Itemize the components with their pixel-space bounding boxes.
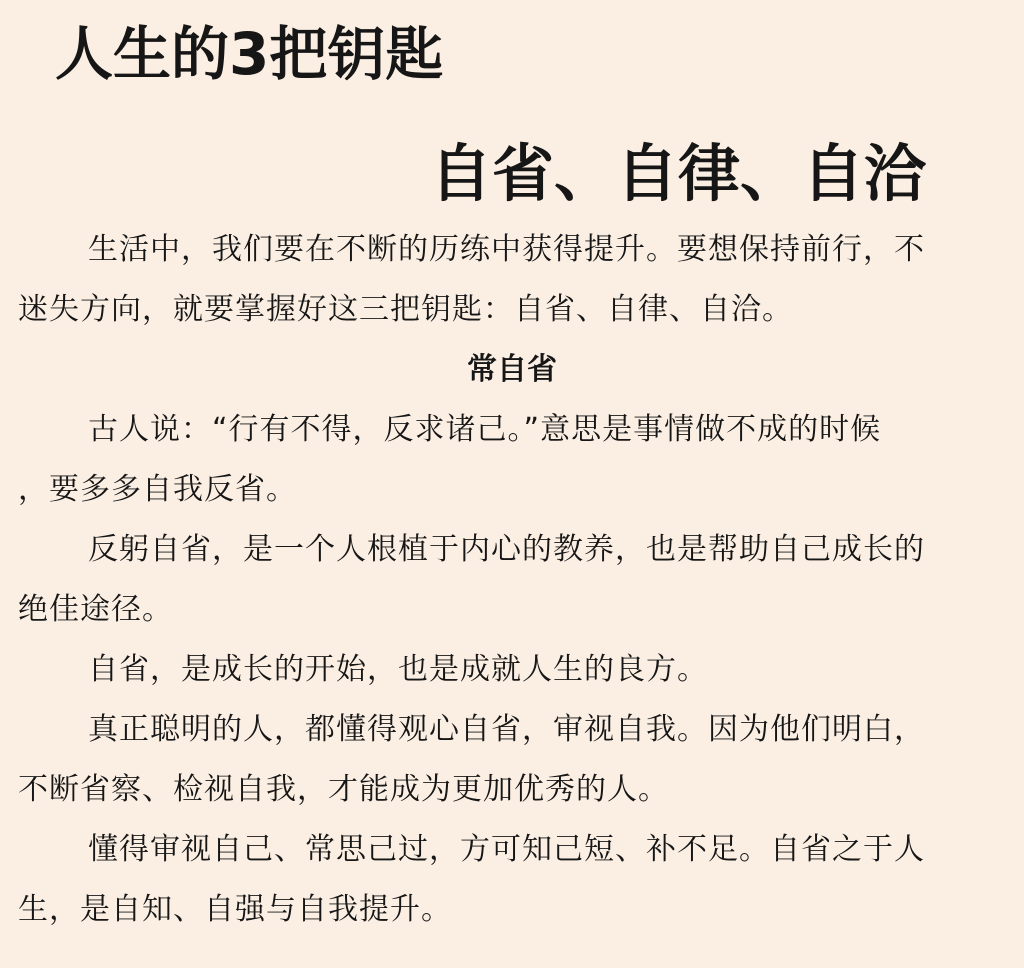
paragraph-line: 生活中，我们要在不断的历练中获得提升。要想保持前行，不 [88, 232, 925, 267]
paragraph-line: ，要多多自我反省。 [18, 472, 297, 507]
paragraph-line: 懂得审视自己、常思己过，方可知己短、补不足。自省之于人 [88, 832, 925, 867]
page-title: 人生的3把钥匙 [55, 20, 444, 88]
paragraph-line: 反躬自省，是一个人根植于内心的教养，也是帮助自己成长的 [88, 532, 925, 567]
paragraph-line: 真正聪明的人，都懂得观心自省，审视自我。因为他们明白， [88, 712, 925, 747]
page-subtitle: 自省、自律、自洽 [430, 137, 927, 210]
paragraph-line: 自省，是成长的开始，也是成就人生的良方。 [88, 652, 708, 687]
paragraph-line: 迷失方向，就要掌握好这三把钥匙：自省、自律、自洽。 [18, 292, 793, 327]
section-heading: 常自省 [467, 352, 557, 387]
paragraph-line: 生，是自知、自强与自我提升。 [18, 892, 452, 927]
paragraph-line: 绝佳途径。 [18, 592, 173, 627]
paragraph-line: 不断省察、检视自我，才能成为更加优秀的人。 [18, 772, 669, 807]
paragraph-line: 古人说：“行有不得，反求诸己。”意思是事情做不成的时候 [88, 412, 882, 447]
